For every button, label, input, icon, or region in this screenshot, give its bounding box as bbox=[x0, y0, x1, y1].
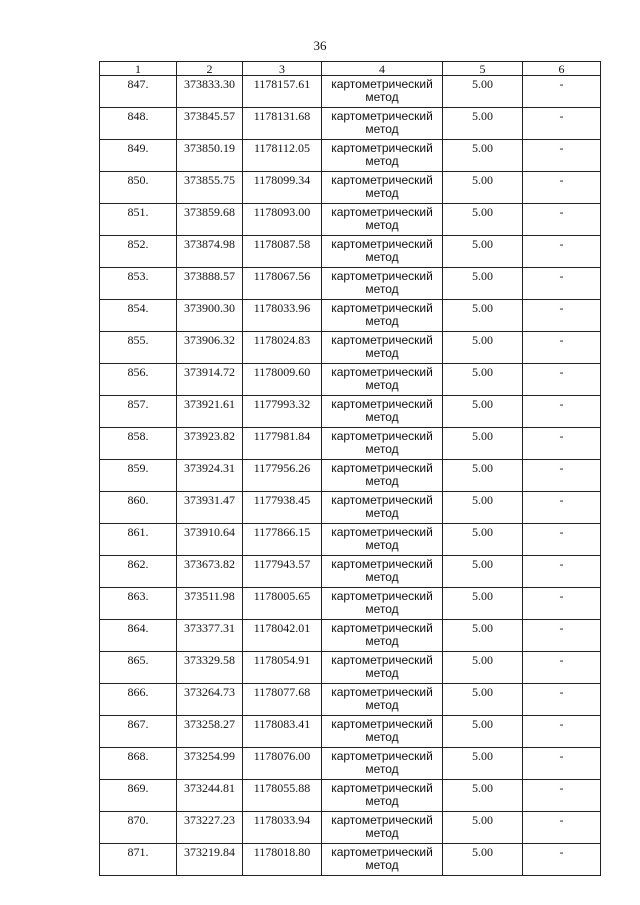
header-col-5: 5 bbox=[443, 62, 523, 76]
table-row bbox=[100, 76, 601, 108]
point-number-cell: 869. bbox=[100, 780, 177, 812]
point-number-cell: 863. bbox=[100, 588, 177, 620]
note-cell: - bbox=[523, 524, 601, 556]
x-coordinate-cell: 373264.73 bbox=[177, 684, 243, 716]
y-coordinate-cell: 1178099.34 bbox=[243, 172, 322, 204]
x-coordinate-cell: 373906.32 bbox=[177, 332, 243, 364]
table-row bbox=[100, 428, 601, 460]
x-coordinate-cell: 373874.98 bbox=[177, 236, 243, 268]
note-cell: - bbox=[523, 204, 601, 236]
method-cell bbox=[322, 204, 443, 236]
y-coordinate-cell: 1178033.96 bbox=[243, 300, 322, 332]
method-line-1: картометрический bbox=[331, 813, 433, 827]
precision-cell: 5.00 bbox=[443, 620, 523, 652]
method-line-1: картометрический bbox=[331, 397, 433, 411]
method-line-2: метод bbox=[365, 698, 399, 712]
method-line-2: метод bbox=[365, 282, 399, 296]
header-col-3: 3 bbox=[243, 62, 322, 76]
method-line-2: метод bbox=[365, 634, 399, 648]
precision-cell: 5.00 bbox=[443, 364, 523, 396]
table-row bbox=[100, 492, 601, 524]
method-cell bbox=[322, 780, 443, 812]
method-cell bbox=[322, 684, 443, 716]
precision-cell: 5.00 bbox=[443, 428, 523, 460]
method-line-1: картометрический bbox=[331, 557, 433, 571]
x-coordinate-cell: 373377.31 bbox=[177, 620, 243, 652]
method-line-2: метод bbox=[365, 378, 399, 392]
method-cell bbox=[322, 108, 443, 140]
method-line-1: картометрический bbox=[331, 525, 433, 539]
method-cell bbox=[322, 748, 443, 780]
table-row bbox=[100, 108, 601, 140]
table-row bbox=[100, 652, 601, 684]
header-col-2: 2 bbox=[177, 62, 243, 76]
x-coordinate-cell: 373921.61 bbox=[177, 396, 243, 428]
y-coordinate-cell: 1178083.41 bbox=[243, 716, 322, 748]
note-cell: - bbox=[523, 716, 601, 748]
point-number-cell: 852. bbox=[100, 236, 177, 268]
point-number-cell: 861. bbox=[100, 524, 177, 556]
method-cell bbox=[322, 364, 443, 396]
method-line-1: картометрический bbox=[331, 429, 433, 443]
precision-cell: 5.00 bbox=[443, 492, 523, 524]
point-number-cell: 860. bbox=[100, 492, 177, 524]
method-line-1: картометрический bbox=[331, 205, 433, 219]
method-cell bbox=[322, 588, 443, 620]
method-line-2: метод bbox=[365, 538, 399, 552]
method-line-1: картометрический bbox=[331, 109, 433, 123]
y-coordinate-cell: 1178077.68 bbox=[243, 684, 322, 716]
precision-cell: 5.00 bbox=[443, 396, 523, 428]
method-line-2: метод bbox=[365, 474, 399, 488]
method-line-1: картометрический bbox=[331, 77, 433, 91]
method-line-2: метод bbox=[365, 346, 399, 360]
precision-cell: 5.00 bbox=[443, 684, 523, 716]
point-number-cell: 854. bbox=[100, 300, 177, 332]
method-line-1: картометрический bbox=[331, 141, 433, 155]
table-row bbox=[100, 588, 601, 620]
y-coordinate-cell: 1178076.00 bbox=[243, 748, 322, 780]
precision-cell: 5.00 bbox=[443, 812, 523, 844]
point-number-cell: 849. bbox=[100, 140, 177, 172]
precision-cell: 5.00 bbox=[443, 236, 523, 268]
x-coordinate-cell: 373850.19 bbox=[177, 140, 243, 172]
table-row bbox=[100, 268, 601, 300]
x-coordinate-cell: 373859.68 bbox=[177, 204, 243, 236]
precision-cell: 5.00 bbox=[443, 588, 523, 620]
x-coordinate-cell: 373845.57 bbox=[177, 108, 243, 140]
coordinates-table bbox=[99, 61, 601, 876]
note-cell: - bbox=[523, 268, 601, 300]
method-line-2: метод bbox=[365, 410, 399, 424]
x-coordinate-cell: 373888.57 bbox=[177, 268, 243, 300]
method-line-2: метод bbox=[365, 826, 399, 840]
note-cell: - bbox=[523, 460, 601, 492]
y-coordinate-cell: 1177938.45 bbox=[243, 492, 322, 524]
method-line-2: метод bbox=[365, 90, 399, 104]
x-coordinate-cell: 373329.58 bbox=[177, 652, 243, 684]
header-col-6: 6 bbox=[523, 62, 601, 76]
note-cell: - bbox=[523, 780, 601, 812]
note-cell: - bbox=[523, 172, 601, 204]
note-cell: - bbox=[523, 620, 601, 652]
note-cell: - bbox=[523, 300, 601, 332]
precision-cell: 5.00 bbox=[443, 140, 523, 172]
note-cell: - bbox=[523, 364, 601, 396]
method-line-2: метод bbox=[365, 122, 399, 136]
y-coordinate-cell: 1178009.60 bbox=[243, 364, 322, 396]
note-cell: - bbox=[523, 236, 601, 268]
precision-cell: 5.00 bbox=[443, 300, 523, 332]
table-row bbox=[100, 460, 601, 492]
point-number-cell: 865. bbox=[100, 652, 177, 684]
precision-cell: 5.00 bbox=[443, 332, 523, 364]
point-number-cell: 855. bbox=[100, 332, 177, 364]
point-number-cell: 862. bbox=[100, 556, 177, 588]
header-row bbox=[100, 62, 601, 76]
precision-cell: 5.00 bbox=[443, 780, 523, 812]
y-coordinate-cell: 1177981.84 bbox=[243, 428, 322, 460]
method-line-2: метод bbox=[365, 218, 399, 232]
method-line-2: метод bbox=[365, 602, 399, 616]
note-cell: - bbox=[523, 556, 601, 588]
point-number-cell: 847. bbox=[100, 76, 177, 108]
precision-cell: 5.00 bbox=[443, 556, 523, 588]
note-cell: - bbox=[523, 108, 601, 140]
note-cell: - bbox=[523, 396, 601, 428]
x-coordinate-cell: 373254.99 bbox=[177, 748, 243, 780]
method-line-1: картометрический bbox=[331, 493, 433, 507]
method-cell bbox=[322, 652, 443, 684]
method-line-2: метод bbox=[365, 666, 399, 680]
method-line-1: картометрический bbox=[331, 749, 433, 763]
y-coordinate-cell: 1178055.88 bbox=[243, 780, 322, 812]
note-cell: - bbox=[523, 492, 601, 524]
point-number-cell: 851. bbox=[100, 204, 177, 236]
precision-cell: 5.00 bbox=[443, 108, 523, 140]
point-number-cell: 867. bbox=[100, 716, 177, 748]
table-row bbox=[100, 236, 601, 268]
header-col-4: 4 bbox=[322, 62, 443, 76]
precision-cell: 5.00 bbox=[443, 844, 523, 876]
y-coordinate-cell: 1178093.00 bbox=[243, 204, 322, 236]
x-coordinate-cell: 373900.30 bbox=[177, 300, 243, 332]
x-coordinate-cell: 373673.82 bbox=[177, 556, 243, 588]
note-cell: - bbox=[523, 428, 601, 460]
method-line-1: картометрический bbox=[331, 365, 433, 379]
method-cell bbox=[322, 140, 443, 172]
table-row bbox=[100, 300, 601, 332]
y-coordinate-cell: 1178018.80 bbox=[243, 844, 322, 876]
table-row bbox=[100, 684, 601, 716]
point-number-cell: 868. bbox=[100, 748, 177, 780]
point-number-cell: 864. bbox=[100, 620, 177, 652]
page-number: 36 bbox=[313, 38, 327, 53]
y-coordinate-cell: 1178005.65 bbox=[243, 588, 322, 620]
table-row bbox=[100, 812, 601, 844]
x-coordinate-cell: 373931.47 bbox=[177, 492, 243, 524]
point-number-cell: 870. bbox=[100, 812, 177, 844]
y-coordinate-cell: 1178087.58 bbox=[243, 236, 322, 268]
x-coordinate-cell: 373924.31 bbox=[177, 460, 243, 492]
method-line-2: метод bbox=[365, 858, 399, 872]
point-number-cell: 858. bbox=[100, 428, 177, 460]
method-line-2: метод bbox=[365, 154, 399, 168]
method-cell bbox=[322, 492, 443, 524]
x-coordinate-cell: 373855.75 bbox=[177, 172, 243, 204]
precision-cell: 5.00 bbox=[443, 172, 523, 204]
x-coordinate-cell: 373219.84 bbox=[177, 844, 243, 876]
y-coordinate-cell: 1177993.32 bbox=[243, 396, 322, 428]
method-line-1: картометрический bbox=[331, 621, 433, 635]
method-cell bbox=[322, 428, 443, 460]
method-line-1: картометрический bbox=[331, 653, 433, 667]
method-line-2: метод bbox=[365, 730, 399, 744]
note-cell: - bbox=[523, 812, 601, 844]
method-line-1: картометрический bbox=[331, 301, 433, 315]
method-line-2: метод bbox=[365, 250, 399, 264]
table-row bbox=[100, 620, 601, 652]
method-cell bbox=[322, 460, 443, 492]
method-line-1: картометрический bbox=[331, 845, 433, 859]
point-number-cell: 859. bbox=[100, 460, 177, 492]
method-line-2: метод bbox=[365, 442, 399, 456]
method-line-2: метод bbox=[365, 506, 399, 520]
method-line-2: метод bbox=[365, 762, 399, 776]
method-cell bbox=[322, 556, 443, 588]
method-cell bbox=[322, 236, 443, 268]
x-coordinate-cell: 373833.30 bbox=[177, 76, 243, 108]
table-row bbox=[100, 524, 601, 556]
method-line-2: метод bbox=[365, 186, 399, 200]
precision-cell: 5.00 bbox=[443, 652, 523, 684]
note-cell: - bbox=[523, 140, 601, 172]
y-coordinate-cell: 1177956.26 bbox=[243, 460, 322, 492]
method-cell bbox=[322, 716, 443, 748]
point-number-cell: 853. bbox=[100, 268, 177, 300]
point-number-cell: 850. bbox=[100, 172, 177, 204]
method-cell bbox=[322, 844, 443, 876]
precision-cell: 5.00 bbox=[443, 76, 523, 108]
method-line-1: картометрический bbox=[331, 717, 433, 731]
precision-cell: 5.00 bbox=[443, 268, 523, 300]
precision-cell: 5.00 bbox=[443, 524, 523, 556]
method-cell bbox=[322, 812, 443, 844]
table-row bbox=[100, 396, 601, 428]
method-cell bbox=[322, 524, 443, 556]
table-row bbox=[100, 172, 601, 204]
table-row bbox=[100, 332, 601, 364]
x-coordinate-cell: 373923.82 bbox=[177, 428, 243, 460]
table-row bbox=[100, 716, 601, 748]
method-cell bbox=[322, 300, 443, 332]
method-line-1: картометрический bbox=[331, 461, 433, 475]
point-number-cell: 857. bbox=[100, 396, 177, 428]
precision-cell: 5.00 bbox=[443, 460, 523, 492]
point-number-cell: 856. bbox=[100, 364, 177, 396]
note-cell: - bbox=[523, 332, 601, 364]
y-coordinate-cell: 1178042.01 bbox=[243, 620, 322, 652]
note-cell: - bbox=[523, 76, 601, 108]
precision-cell: 5.00 bbox=[443, 716, 523, 748]
method-cell bbox=[322, 332, 443, 364]
table-row bbox=[100, 556, 601, 588]
x-coordinate-cell: 373227.23 bbox=[177, 812, 243, 844]
note-cell: - bbox=[523, 684, 601, 716]
method-line-2: метод bbox=[365, 794, 399, 808]
y-coordinate-cell: 1178033.94 bbox=[243, 812, 322, 844]
x-coordinate-cell: 373914.72 bbox=[177, 364, 243, 396]
method-line-1: картометрический bbox=[331, 781, 433, 795]
precision-cell: 5.00 bbox=[443, 204, 523, 236]
note-cell: - bbox=[523, 588, 601, 620]
note-cell: - bbox=[523, 748, 601, 780]
x-coordinate-cell: 373244.81 bbox=[177, 780, 243, 812]
point-number-cell: 848. bbox=[100, 108, 177, 140]
y-coordinate-cell: 1177866.15 bbox=[243, 524, 322, 556]
point-number-cell: 871. bbox=[100, 844, 177, 876]
table-body bbox=[100, 76, 601, 876]
table-row bbox=[100, 748, 601, 780]
x-coordinate-cell: 373258.27 bbox=[177, 716, 243, 748]
y-coordinate-cell: 1178131.68 bbox=[243, 108, 322, 140]
point-number-cell: 866. bbox=[100, 684, 177, 716]
method-cell bbox=[322, 172, 443, 204]
method-line-1: картометрический bbox=[331, 173, 433, 187]
note-cell: - bbox=[523, 844, 601, 876]
table-row bbox=[100, 780, 601, 812]
header-col-1: 1 bbox=[100, 62, 177, 76]
x-coordinate-cell: 373511.98 bbox=[177, 588, 243, 620]
table-row bbox=[100, 844, 601, 876]
method-line-1: картометрический bbox=[331, 589, 433, 603]
precision-cell: 5.00 bbox=[443, 748, 523, 780]
method-line-2: метод bbox=[365, 570, 399, 584]
method-line-1: картометрический bbox=[331, 333, 433, 347]
x-coordinate-cell: 373910.64 bbox=[177, 524, 243, 556]
method-line-1: картометрический bbox=[331, 269, 433, 283]
method-line-1: картометрический bbox=[331, 685, 433, 699]
method-cell bbox=[322, 620, 443, 652]
y-coordinate-cell: 1178054.91 bbox=[243, 652, 322, 684]
note-cell: - bbox=[523, 652, 601, 684]
y-coordinate-cell: 1178024.83 bbox=[243, 332, 322, 364]
table-row bbox=[100, 204, 601, 236]
method-cell bbox=[322, 76, 443, 108]
y-coordinate-cell: 1178112.05 bbox=[243, 140, 322, 172]
method-cell bbox=[322, 268, 443, 300]
y-coordinate-cell: 1178157.61 bbox=[243, 76, 322, 108]
y-coordinate-cell: 1177943.57 bbox=[243, 556, 322, 588]
table-row bbox=[100, 140, 601, 172]
method-line-1: картометрический bbox=[331, 237, 433, 251]
table-row bbox=[100, 364, 601, 396]
table-header bbox=[100, 62, 601, 76]
method-cell bbox=[322, 396, 443, 428]
y-coordinate-cell: 1178067.56 bbox=[243, 268, 322, 300]
method-line-2: метод bbox=[365, 314, 399, 328]
